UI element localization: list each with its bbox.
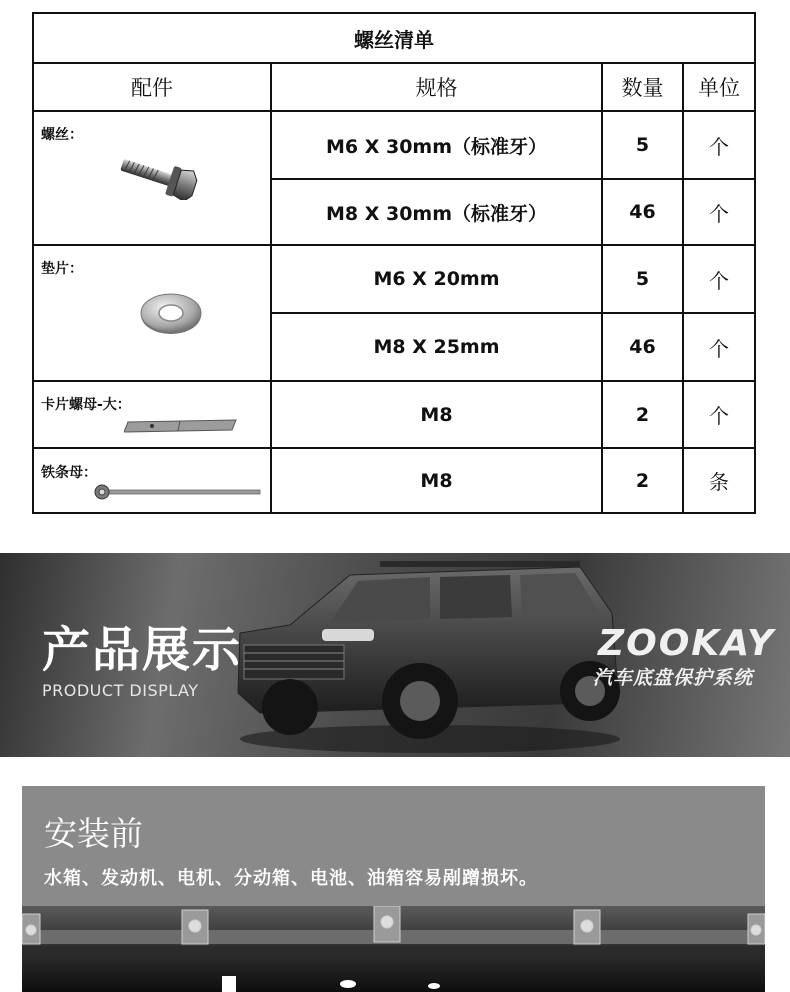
unit-cell: 个	[709, 404, 729, 428]
qty-cell: 46	[629, 201, 656, 223]
banner-subtitle: PRODUCT DISPLAY	[42, 681, 199, 700]
qty-cell: 46	[629, 336, 656, 358]
header-qty: 数量	[621, 76, 664, 100]
part-label-bolt: 螺丝：	[41, 127, 83, 143]
screw-list-table	[32, 12, 756, 514]
product-display-banner	[0, 553, 790, 757]
banner-title: 产品展示	[42, 622, 243, 678]
brand-logo: ZOOKAY	[598, 623, 776, 664]
part-label-clip-nut: 卡片螺母-大：	[41, 397, 131, 413]
header-spec: 规格	[415, 76, 458, 100]
clip-nut-icon	[124, 414, 240, 436]
qty-cell: 2	[635, 469, 650, 492]
section-title: 安装前	[44, 814, 143, 853]
part-label-iron-strip-nut: 铁条母：	[41, 465, 97, 481]
spec-cell: M6 X 30mm（标准牙）	[325, 135, 548, 158]
washer-icon	[138, 292, 204, 336]
unit-cell: 个	[709, 134, 729, 159]
spec-cell: M8	[420, 469, 453, 492]
unit-cell: 条	[709, 470, 729, 494]
table-title: 螺丝清单	[354, 27, 434, 52]
header-unit: 单位	[698, 76, 740, 100]
spec-cell: M8 X 25mm	[373, 336, 500, 358]
section-description: 水箱、发动机、电机、分动箱、电池、油箱容易剐蹭损坏。	[44, 868, 538, 889]
spec-cell: M8 X 30mm（标准牙）	[325, 202, 548, 225]
qty-cell: 5	[635, 134, 650, 156]
header-part: 配件	[131, 76, 173, 100]
iron-strip-nut-icon	[90, 484, 262, 500]
qty-cell: 5	[635, 268, 650, 290]
before-install-section	[22, 786, 765, 992]
part-label-washer: 垫片：	[41, 261, 83, 277]
spec-cell: M6 X 20mm	[373, 268, 500, 290]
bolt-icon	[116, 154, 198, 200]
suv-car-icon	[230, 553, 630, 757]
unit-cell: 个	[709, 201, 729, 226]
qty-cell: 2	[635, 403, 650, 426]
spec-cell: M8	[420, 403, 453, 426]
unit-cell: 个	[709, 268, 729, 293]
unit-cell: 个	[709, 336, 729, 361]
chassis-photo-icon	[22, 906, 765, 992]
brand-subtitle: 汽车底盘保护系统	[593, 667, 754, 689]
